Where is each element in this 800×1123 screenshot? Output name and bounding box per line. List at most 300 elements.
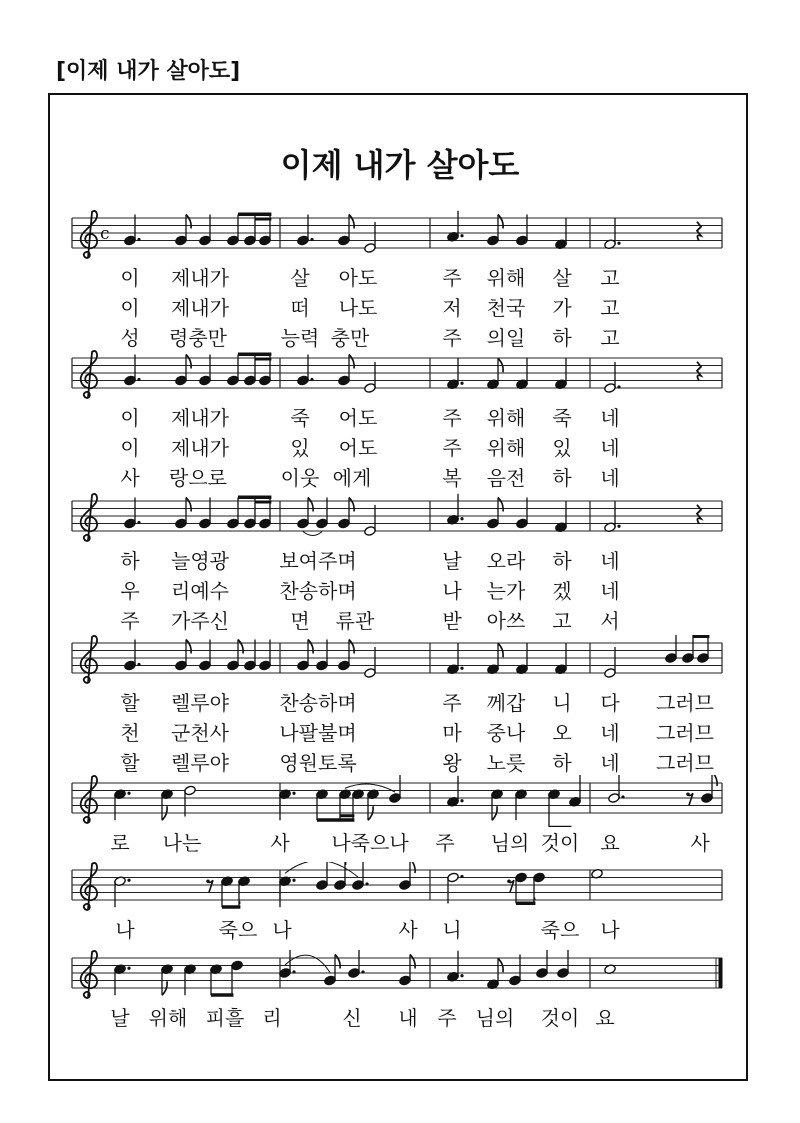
- note-flag: [410, 862, 415, 873]
- lyric-syllable: 네: [600, 751, 620, 775]
- lyric-syllable: 렐루야: [171, 751, 229, 775]
- lyric-syllable: 보여주며: [279, 549, 357, 573]
- lyric-syllable: 하: [552, 466, 572, 490]
- lyric-line-1: [0, 687, 800, 713]
- lyric-syllable: 저: [442, 296, 462, 320]
- lyric-syllable: 이: [120, 436, 140, 460]
- lyric-syllable: 죽: [290, 406, 310, 430]
- note: [114, 789, 131, 820]
- note: [548, 789, 561, 827]
- lyric-syllable: 어도: [338, 406, 378, 430]
- note: [557, 950, 570, 978]
- lyric-line-1: [0, 1002, 800, 1028]
- note: [364, 222, 377, 253]
- note-flag: [335, 955, 340, 969]
- note: [297, 355, 314, 386]
- dot: [617, 242, 620, 245]
- lyric-syllable: 오라: [486, 549, 526, 573]
- note: [555, 643, 568, 674]
- note: [555, 358, 568, 389]
- note: [231, 960, 244, 995]
- dot: [127, 967, 130, 970]
- lyric-syllable: 니: [552, 691, 572, 715]
- note: [604, 501, 621, 532]
- note: [367, 789, 380, 820]
- note: [665, 635, 678, 663]
- note-flag: [308, 498, 313, 512]
- note: [227, 355, 240, 386]
- lyric-syllable: 있: [290, 436, 310, 460]
- note: [533, 872, 546, 903]
- note: [516, 643, 529, 674]
- lyric-line-1: [0, 402, 800, 428]
- lyric-syllable: 충만: [330, 326, 370, 350]
- note: [244, 498, 257, 529]
- rest-dot: [686, 792, 690, 796]
- note-flag: [186, 640, 191, 654]
- staff: [0, 775, 800, 827]
- lyric-syllable: 나죽으나: [331, 831, 409, 855]
- dot: [460, 234, 463, 237]
- dot: [137, 238, 140, 241]
- note: [279, 789, 296, 820]
- note: [161, 964, 174, 995]
- lyric-syllable: 나: [272, 918, 292, 942]
- note: [487, 958, 503, 989]
- lyric-syllable: 피흘: [205, 1006, 245, 1030]
- beam-secondary: [255, 218, 271, 221]
- lyric-syllable: 주: [120, 609, 140, 633]
- lyric-syllable: 로: [110, 831, 130, 855]
- note: [516, 498, 529, 529]
- note: [175, 640, 191, 671]
- lyric-line-3: [0, 747, 800, 773]
- dot: [292, 970, 295, 973]
- lyric-line-1: [0, 914, 800, 940]
- lyric-syllable: 위해: [148, 1006, 188, 1030]
- lyric-syllable: 아쓰: [486, 609, 526, 633]
- staff: [0, 350, 800, 402]
- lyric-line-1: [0, 262, 800, 288]
- lyric-syllable: 령충만: [169, 326, 227, 350]
- staff: [0, 635, 800, 687]
- lyric-syllable: 나는: [162, 831, 202, 855]
- lyric-line-2: [0, 432, 800, 458]
- note: [184, 964, 197, 995]
- note: [509, 955, 522, 986]
- dot: [460, 799, 463, 802]
- lyric-syllable: 오: [552, 721, 572, 745]
- lyric-syllable: 에게: [332, 466, 372, 490]
- note: [697, 635, 710, 663]
- dot: [460, 517, 463, 520]
- note: [244, 355, 257, 386]
- note: [114, 876, 131, 907]
- lyric-syllable: 천국: [486, 296, 526, 320]
- lyric-line-2: [0, 575, 800, 601]
- lyric-syllable: 죽: [552, 406, 572, 430]
- lyric-syllable: 이웃: [280, 466, 320, 490]
- lyric-syllable: 이: [120, 266, 140, 290]
- lyric-syllable: 제내가: [171, 406, 229, 430]
- staff: [0, 862, 800, 914]
- lyric-syllable: 하: [552, 751, 572, 775]
- note: [604, 647, 617, 678]
- note: [124, 215, 141, 246]
- note: [399, 862, 415, 890]
- lyric-syllable: 의일: [486, 326, 526, 350]
- beam-secondary: [693, 635, 709, 638]
- lyric-line-3: [0, 605, 800, 631]
- dot: [460, 382, 463, 385]
- lyric-syllable: 아도: [338, 266, 378, 290]
- note: [352, 862, 369, 890]
- lyric-syllable: 살: [552, 266, 572, 290]
- lyric-syllable: 어도: [338, 436, 378, 460]
- lyric-syllable: 는가: [486, 579, 526, 603]
- lyric-syllable: 님의: [490, 831, 530, 855]
- lyric-syllable: 위해: [486, 266, 526, 290]
- note: [316, 498, 329, 529]
- lyric-syllable: 주: [442, 406, 462, 430]
- note: [399, 955, 415, 986]
- lyric-syllable: 제내가: [171, 266, 229, 290]
- lyric-syllable: 서: [600, 609, 620, 633]
- beam-secondary: [340, 814, 354, 817]
- lyric-syllable: 네: [600, 579, 620, 603]
- lyric-syllable: 할: [120, 751, 140, 775]
- lyric-syllable: 네: [600, 721, 620, 745]
- note-flag: [186, 355, 191, 369]
- note: [515, 872, 528, 903]
- note: [338, 215, 354, 246]
- rest-dot: [206, 879, 210, 883]
- note: [515, 789, 528, 820]
- lyric-line-1: [0, 827, 800, 853]
- lyric-syllable: 하: [552, 326, 572, 350]
- lyric-syllable: 그러므: [656, 691, 714, 715]
- quarter-rest-icon: [697, 362, 701, 381]
- note: [199, 640, 212, 671]
- note-flag: [186, 498, 191, 512]
- lyric-syllable: 겠: [552, 579, 572, 603]
- note: [210, 964, 223, 995]
- lyric-syllable: 하: [552, 549, 572, 573]
- lyric-syllable: 우: [120, 579, 140, 603]
- lyric-syllable: 할: [120, 691, 140, 715]
- lyric-syllable: 그러므: [656, 721, 714, 745]
- note-flag: [349, 355, 354, 369]
- lyric-syllable: 리: [262, 1006, 282, 1030]
- lyric-syllable: 렐루야: [171, 691, 229, 715]
- quarter-rest-icon: [697, 505, 701, 524]
- beam: [222, 905, 240, 909]
- dot: [310, 238, 313, 241]
- lyric-syllable: 나: [442, 579, 462, 603]
- lyric-syllable: 내: [398, 1006, 418, 1030]
- lyric-syllable: 군천사: [171, 721, 229, 745]
- lyric-syllable: 능력: [280, 326, 320, 350]
- lyric-syllable: 마: [442, 721, 462, 745]
- lyric-syllable: 요: [600, 831, 620, 855]
- note-flag: [498, 215, 503, 229]
- note: [316, 640, 329, 671]
- note: [447, 358, 464, 389]
- note: [175, 215, 191, 246]
- note: [316, 862, 329, 890]
- beam-secondary: [255, 358, 271, 361]
- lyric-syllable: 중나: [486, 721, 526, 745]
- note: [114, 964, 131, 995]
- lyric-syllable: 리예수: [171, 579, 229, 603]
- note: [447, 643, 464, 674]
- note: [555, 501, 568, 532]
- staff: [0, 210, 800, 262]
- dot: [137, 378, 140, 381]
- note: [279, 950, 296, 978]
- note: [364, 505, 377, 536]
- lyric-syllable: 영원토록: [279, 751, 357, 775]
- page-header: [이제 내가 살아도]: [56, 59, 241, 84]
- note-flag: [238, 640, 243, 654]
- lyric-syllable: 이: [120, 406, 140, 430]
- note-flag: [498, 498, 503, 512]
- dot: [127, 792, 130, 795]
- lyric-syllable: 천: [120, 721, 140, 745]
- dot: [137, 663, 140, 666]
- lyric-syllable: 날: [110, 1006, 130, 1030]
- lyric-syllable: 고: [600, 326, 620, 350]
- note: [682, 635, 695, 663]
- lyric-syllable: 것이: [540, 831, 580, 855]
- lyric-syllable: 있: [552, 436, 572, 460]
- lyric-syllable: 네: [600, 436, 620, 460]
- dot: [365, 882, 368, 885]
- note: [348, 950, 365, 978]
- lyric-syllable: 늘영광: [171, 549, 229, 573]
- note: [569, 775, 582, 807]
- note: [516, 358, 529, 389]
- lyric-syllable: 노릇: [486, 751, 526, 775]
- lyric-syllable: 떠: [290, 296, 310, 320]
- note: [297, 215, 314, 246]
- note: [199, 498, 212, 529]
- lyric-syllable: 류관: [335, 609, 375, 633]
- note: [227, 640, 243, 671]
- note: [608, 775, 625, 803]
- note: [316, 789, 329, 820]
- lyric-syllable: 날: [442, 549, 462, 573]
- note: [227, 215, 240, 246]
- lyric-syllable: 주: [442, 326, 462, 350]
- lyric-syllable: 주: [442, 691, 462, 715]
- dot: [460, 974, 463, 977]
- note: [124, 498, 141, 529]
- beam: [516, 902, 535, 906]
- lyric-syllable: 제내가: [171, 296, 229, 320]
- lyric-syllable: 요: [595, 1006, 615, 1030]
- note: [297, 640, 313, 671]
- song-title: 이제 내가 살아도: [280, 146, 520, 184]
- beam: [211, 993, 233, 997]
- note-flag: [349, 215, 354, 229]
- staff: [0, 950, 800, 1002]
- lyric-syllable: 사: [690, 831, 710, 855]
- lyric-syllable: 복: [442, 466, 462, 490]
- note: [364, 362, 377, 393]
- lyric-syllable: 께갑: [486, 691, 526, 715]
- note: [324, 955, 340, 986]
- dot: [361, 970, 364, 973]
- note: [447, 872, 464, 903]
- quarter-rest-icon: [697, 222, 701, 241]
- note: [447, 211, 464, 242]
- lyric-syllable: 죽으: [540, 918, 580, 942]
- lyric-syllable: 죽으: [218, 918, 258, 942]
- tie: [303, 532, 322, 536]
- note: [279, 876, 296, 907]
- dot: [460, 667, 463, 670]
- lyric-syllable: 찬송하며: [279, 579, 357, 603]
- lyric-syllable: 다: [600, 691, 620, 715]
- note-flag: [186, 215, 191, 229]
- note-flag: [349, 640, 354, 654]
- note: [364, 647, 377, 678]
- rest-dot: [507, 879, 511, 883]
- lyric-syllable: 살: [290, 266, 310, 290]
- lyric-line-3: [0, 322, 800, 348]
- note: [389, 775, 402, 803]
- dot: [621, 795, 624, 798]
- beam: [317, 818, 354, 822]
- common-time-icon: c: [100, 224, 110, 244]
- lyric-syllable: 네: [600, 466, 620, 490]
- dot: [292, 879, 295, 882]
- note: [238, 876, 251, 907]
- note: [487, 498, 503, 529]
- lyric-syllable: 위해: [486, 406, 526, 430]
- lyric-syllable: 받: [442, 609, 462, 633]
- note: [221, 876, 234, 907]
- note: [338, 640, 354, 671]
- note: [334, 862, 347, 890]
- note: [487, 358, 503, 389]
- lyric-line-3: [0, 462, 800, 488]
- staff: [0, 493, 800, 545]
- lyric-syllable: 주: [442, 266, 462, 290]
- lyric-syllable: 네: [600, 406, 620, 430]
- note: [604, 218, 621, 249]
- lyric-syllable: 음전: [486, 466, 526, 490]
- beam-secondary: [255, 501, 271, 504]
- lyric-syllable: 고: [600, 296, 620, 320]
- note: [124, 355, 141, 386]
- lyric-syllable: 주: [442, 436, 462, 460]
- lyric-syllable: 면: [290, 609, 310, 633]
- lyric-syllable: 위해: [486, 436, 526, 460]
- dot: [617, 525, 620, 528]
- note: [244, 640, 257, 671]
- lyric-syllable: 사: [398, 918, 418, 942]
- note: [244, 215, 257, 246]
- lyric-syllable: 고: [552, 609, 572, 633]
- lyric-syllable: 네: [600, 549, 620, 573]
- lyric-syllable: 찬송하며: [279, 691, 357, 715]
- note-flag: [349, 498, 354, 512]
- dot: [617, 385, 620, 388]
- note: [447, 776, 464, 807]
- note: [555, 218, 568, 249]
- note: [227, 498, 240, 529]
- note: [199, 355, 212, 386]
- lyric-syllable: 가주신: [171, 609, 229, 633]
- note: [487, 215, 503, 246]
- note-flag: [308, 640, 313, 654]
- lyric-syllable: 님의: [475, 1006, 515, 1030]
- lyric-syllable: 고: [600, 266, 620, 290]
- lyric-syllable: 왕: [442, 751, 462, 775]
- lyric-line-2: [0, 717, 800, 743]
- note: [487, 643, 503, 674]
- lyric-syllable: 사: [120, 466, 140, 490]
- lyric-line-1: [0, 545, 800, 571]
- note-flag: [712, 775, 717, 786]
- note: [447, 951, 464, 982]
- lyric-syllable: 이: [120, 296, 140, 320]
- lyric-syllable: 나팔불며: [279, 721, 357, 745]
- lyric-syllable: 나: [115, 918, 135, 942]
- note: [175, 498, 191, 529]
- note: [297, 498, 313, 529]
- lyric-syllable: 신: [342, 1006, 362, 1030]
- note: [175, 355, 191, 386]
- note: [701, 775, 717, 803]
- note: [536, 950, 549, 978]
- lyric-syllable: 사: [270, 831, 290, 855]
- dot: [292, 792, 295, 795]
- dot: [460, 875, 463, 878]
- lyric-syllable: 제내가: [171, 436, 229, 460]
- lyric-syllable: 나: [600, 918, 620, 942]
- note: [184, 785, 197, 816]
- note: [604, 362, 621, 393]
- lyric-syllable: 성: [120, 326, 140, 350]
- note-flag: [410, 955, 415, 969]
- note: [338, 355, 354, 386]
- lyric-syllable: 주: [437, 1006, 457, 1030]
- lyric-syllable: 하: [120, 549, 140, 573]
- note: [447, 494, 464, 525]
- lyric-syllable: 그러므: [656, 751, 714, 775]
- lyric-syllable: 랑으로: [169, 466, 227, 490]
- note: [199, 215, 212, 246]
- lyric-syllable: 가: [552, 296, 572, 320]
- note: [259, 640, 272, 671]
- note: [352, 789, 365, 820]
- lyric-line-2: [0, 292, 800, 318]
- note: [161, 789, 174, 820]
- lyric-syllable: 나도: [338, 296, 378, 320]
- note: [338, 498, 354, 529]
- dot: [127, 879, 130, 882]
- dot: [137, 521, 140, 524]
- lyric-syllable: 것이: [540, 1006, 580, 1030]
- note: [491, 789, 504, 820]
- lyric-syllable: 주: [435, 831, 455, 855]
- note: [124, 640, 141, 671]
- note: [516, 215, 529, 246]
- lyric-syllable: 니: [442, 918, 462, 942]
